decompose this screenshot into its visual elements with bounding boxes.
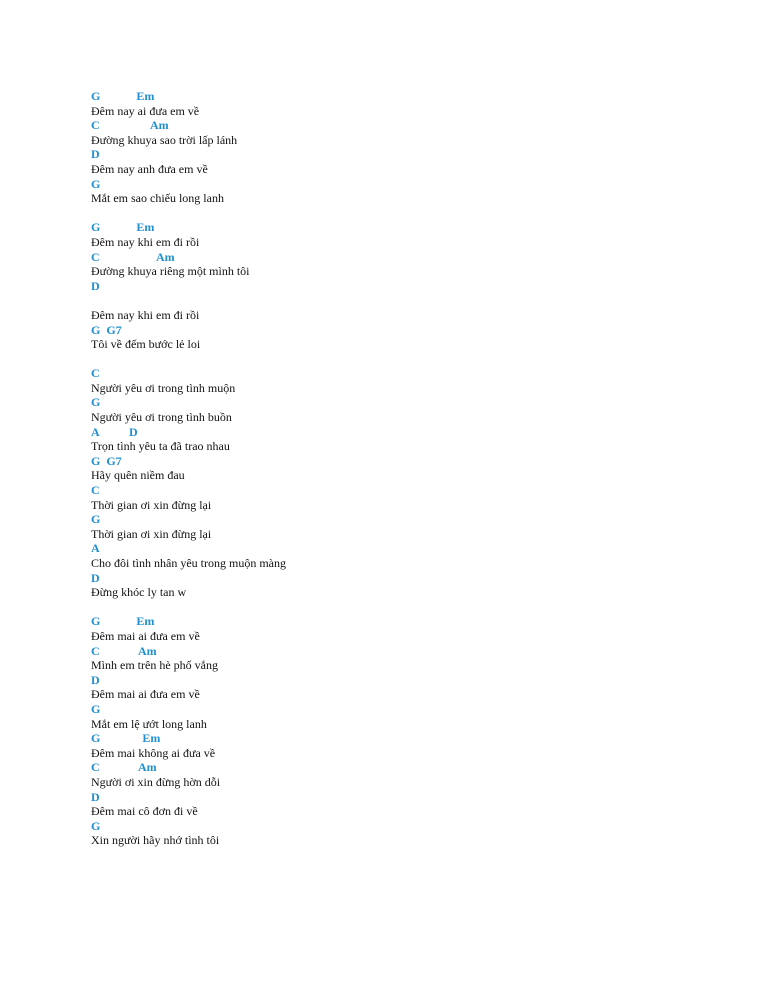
lyric-line: Tôi về đếm bước lẻ loi <box>91 337 201 352</box>
lyric-line: Mắt em lệ ướt long lanh <box>91 716 207 731</box>
chord-line: G <box>91 512 101 527</box>
lyric-line: Đừng khóc ly tan w <box>91 585 187 600</box>
chord-line: C <box>91 366 100 381</box>
lyric-line: Thời gian ơi xin đừng lại <box>91 526 212 541</box>
chord-line: G G7 <box>91 453 122 468</box>
chord-line: D <box>91 789 100 804</box>
chord-line: C <box>91 483 100 498</box>
chord-line: G Em <box>91 614 155 629</box>
lyric-line: Đêm nay ai đưa em về <box>91 103 200 118</box>
lyric-line: Người yêu ơi trong tình buồn <box>91 410 232 425</box>
lyric-line: Đêm nay khi em đi rồi <box>91 307 200 322</box>
song-sheet <box>91 89 731 848</box>
chord-line: G Em <box>91 731 161 746</box>
lyric-line: Mắt em sao chiếu long lanh <box>91 191 224 206</box>
lyric-line: Người yêu ơi trong tình muộn <box>91 380 236 395</box>
chord-line: C Am <box>91 118 169 133</box>
chord-line: D <box>91 147 100 162</box>
chord-line: D <box>91 570 100 585</box>
lyric-line: Đêm mai không ai đưa về <box>91 745 216 760</box>
lyric-line: Mình em trên hè phố vắng <box>91 658 218 673</box>
lyric-line: Trọn tình yêu ta đã trao nhau <box>91 439 230 454</box>
chord-line: C Am <box>91 249 175 264</box>
chord-line: A D <box>91 424 138 439</box>
chord-line: G <box>91 818 101 833</box>
lyric-line: Đường khuya sao trời lấp lánh <box>91 132 238 147</box>
stanza-gap <box>91 352 731 367</box>
lyric-line: Hãy quên niềm đau <box>91 468 185 483</box>
chord-line: G Em <box>91 89 155 103</box>
lyric-line: Đêm mai ai đưa em về <box>91 687 200 702</box>
lyric-line: Đường khuya riêng một mình tôi <box>91 264 250 279</box>
chord-line: D <box>91 672 100 687</box>
lyric-line: Người ơi xin đừng hờn dỗi <box>91 774 221 789</box>
chord-line: A <box>91 541 100 556</box>
chord-line: G <box>91 176 101 191</box>
chord-line: D <box>91 278 100 293</box>
lyric-line: Thời gian ơi xin đừng lại <box>91 497 212 512</box>
stanza-gap <box>91 206 731 221</box>
chord-line: C Am <box>91 643 157 658</box>
lyric-line: Đêm mai ai đưa em về <box>91 628 200 643</box>
stanza-gap <box>91 293 731 308</box>
chord-line: G <box>91 701 101 716</box>
chord-line: G Em <box>91 220 155 235</box>
lyric-line: Đêm mai cô đơn đi về <box>91 804 198 819</box>
lyric-line: Cho đôi tình nhân yêu trong muộn màng <box>91 556 286 570</box>
chord-line: C Am <box>91 760 157 775</box>
chord-line: G G7 <box>91 322 122 337</box>
stanza-gap <box>91 600 731 615</box>
lyric-line: Đêm nay anh đưa em về <box>91 161 208 176</box>
lyric-line: Xin người hãy nhớ tình tôi <box>91 833 220 848</box>
lyric-line: Đêm nay khi em đi rồi <box>91 234 200 249</box>
chord-line: G <box>91 395 101 410</box>
